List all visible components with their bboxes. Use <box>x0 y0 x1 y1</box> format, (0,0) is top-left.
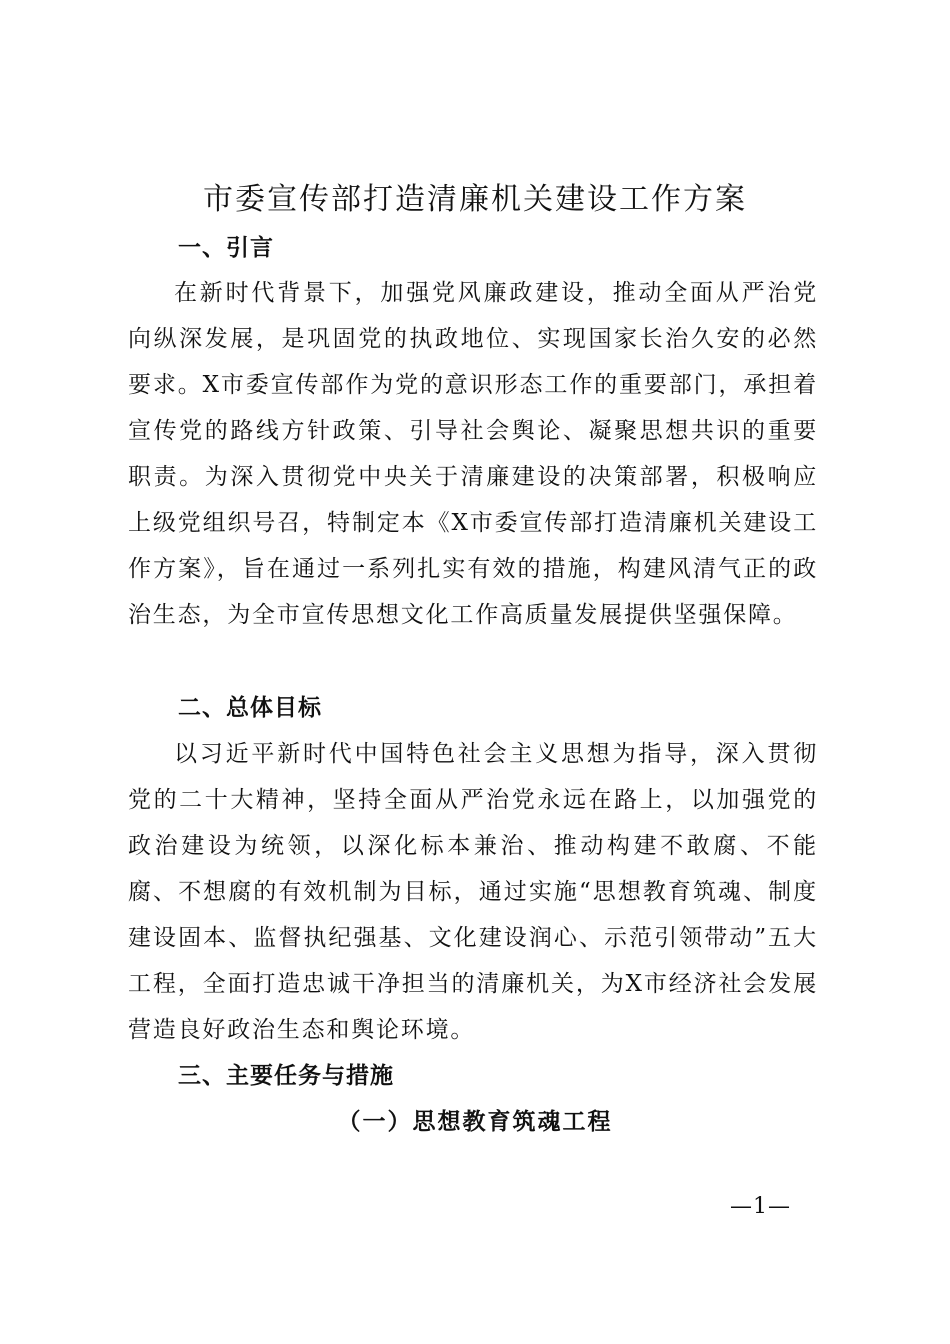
document-title: 市委宣传部打造清廉机关建设工作方案 <box>203 182 747 217</box>
section-paragraph-overall-goals: 以习近平新时代中国特色社会主义思想为指导，深入贯彻党的二十大精神，坚持全面从严治党永远在路上，以加强党的政治建设为统领，以深化标本兼治、推动构建不敢腐、不能腐、不想腐的有效机制为目标，通过实施“思想教育筑魂、制度建设固本、监督执纪强基、文化建设润心、示范引领带动”五大工程，全面打造忠诚干净担当的清廉机关，为X市经济社会发展营造良好政治生态和舆论环境。 <box>128 741 818 1043</box>
section-heading-main-tasks: 三、主要任务与措施 <box>178 1063 394 1089</box>
section-heading-introduction: 一、引言 <box>178 235 274 261</box>
section-paragraph-introduction: 在新时代背景下，加强党风廉政建设，推动全面从严治党向纵深发展，是巩固党的执政地位、实现国家长治久安的必然要求。X市委宣传部作为党的意识形态工作的重要部门，承担着宣传党的路线方针政策、引导社会舆论、凝聚思想共识的重要职责。为深入贯彻党中央关于清廉建设的决策部署，积极响应上级党组织号召，特制定本《X市委宣传部打造清廉机关建设工作方案》，旨在通过一系列扎实有效的措施，构建风清气正的政治生态，为全市宣传思想文化工作高质量发展提供坚强保障。 <box>128 280 818 628</box>
page-number: —1— <box>730 1194 791 1219</box>
subsection-heading-ideological-education: （一）思想教育筑魂工程 <box>337 1108 613 1135</box>
section-heading-overall-goals: 二、总体目标 <box>178 695 322 721</box>
